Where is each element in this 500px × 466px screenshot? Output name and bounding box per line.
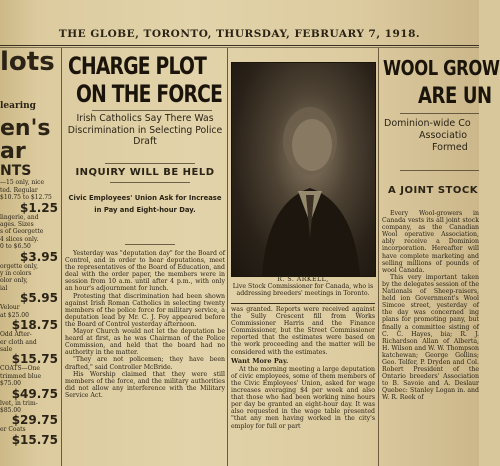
column-rule — [378, 48, 379, 466]
ad-line: ted. Regular — [0, 186, 38, 194]
ad-price: $49.75 — [11, 386, 58, 401]
ad-line: er cloth and — [0, 338, 37, 346]
ad-line: y in colors — [0, 270, 32, 278]
ad-line: COATS—One — [0, 365, 40, 373]
left-advertisement — [0, 46, 60, 466]
ad-line: er Coats — [0, 426, 26, 434]
ad-price: $18.75 — [11, 318, 58, 333]
masthead-rule-2 — [0, 47, 479, 48]
story1-deck-2: INQUIRY WILL BE HELD — [75, 167, 215, 178]
headline-divider — [400, 113, 479, 114]
ad-fragment-learing: learing — [0, 101, 36, 111]
ad-line: Velour — [0, 304, 20, 312]
subhead-want-more-pay: Want More Pay. — [231, 356, 289, 365]
ad-line: olor only, — [0, 277, 28, 285]
ad-line: at $25.00 — [0, 311, 29, 319]
portrait-photo — [231, 62, 376, 277]
ad-line: $75.00 — [0, 380, 21, 388]
ad-line: —15 only, nice — [0, 179, 45, 187]
paragraph: was granted. Reports were received against the Sully Crescent fill from Works Commissioner Harris and the Finance Commissioner, but the Street Commissioner reported that the estimates were based on the work proceeding and the matter will be considered with the estimates. — [231, 306, 375, 356]
deck-divider — [105, 163, 195, 164]
story2-deck-2: Associatio — [419, 130, 468, 141]
story2-body — [382, 210, 479, 466]
story2-deck-1: Dominion-wide Co — [384, 118, 471, 129]
story2-headline-line2: ARE UN — [418, 84, 492, 109]
paragraph: Every Wool-growers in Canada vests its all joint stock company, as the Canadian Wool operative Association, ably receive a Dominion incorporation. Hereafter will have complete marketing and selling millions of pounds of wool Canada. — [382, 210, 479, 274]
ad-line: $85.00 — [0, 406, 21, 414]
paragraph: At the morning meeting a large deputation of civic employees, some of them members of the Civic Employees' Union, asked for wage increases averaging $4 per week and also that those who had been working nine hours per day be granted an eight-hour day. It was also requested in the wage table presented "that any men having worked in the city's employ for full or part — [231, 365, 375, 430]
ad-line: ages. Sizes — [0, 221, 34, 229]
ad-headline-ar: ar — [0, 139, 26, 165]
ad-price: $15.75 — [11, 352, 58, 367]
paragraph: Mayor Church would not let the deputation be heard at first, as he was Chairman of the Police Commission, and held that the board had no authority in the matter. — [65, 328, 225, 357]
ad-headline-nts: NTS — [0, 163, 32, 180]
portrait-figure — [232, 63, 375, 276]
deck-divider — [110, 182, 190, 183]
ad-price: $29.75 — [11, 413, 58, 428]
masthead: THE GLOBE, TORONTO, THURSDAY, FEBRUARY 7, 1918. — [58, 28, 421, 40]
ad-line: lingerie, and — [0, 213, 39, 221]
masthead-rule — [0, 45, 479, 46]
ad-line: 4 slices only. — [0, 235, 39, 243]
paragraph: This very important taken by the delegates session of the Nationals of Sheep-raisers, held ion Government's Wool Simcoe street, yesterday of the day was concerned ing plans for promoting pany, but finally a committee sisting of C. C. Hayes, bia; R. J. Richardson Allan of Alberta, H. Wilson and W. W. Thompson katchewan; George Gollins; Geo. Telfer, P. Dryden and Col. Robert President of the Ontario breeders' Association to B. Savoie and A. Deslaur Quebec: Stanley Logan in. and W. R. Reek of — [382, 273, 479, 402]
photo-caption — [230, 276, 376, 298]
ad-line: Odd After- — [0, 331, 32, 339]
ad-price: $15.75 — [11, 432, 58, 447]
story1-headline-line1: CHARGE PLOT — [68, 52, 207, 80]
ad-line: sale — [0, 345, 13, 353]
deck-divider — [125, 244, 175, 245]
story1-deck-1: Irish Catholics Say There Was Discrimination in Selecting Police Draft — [67, 113, 223, 147]
paragraph: Protesting that discrimination had been shown against Irish Roman Catholics in selecting twenty members of the police force for military service, a deputation lead by Mr. C. J. Foy appeared before the Board of Control yesterday afternoon. — [65, 292, 225, 328]
ad-price: $1.25 — [20, 200, 58, 215]
story2-deck-4: A JOINT STOCK — [388, 185, 478, 196]
ad-line: orgette only, — [0, 262, 39, 270]
ad-line: lvet, in trim- — [0, 399, 38, 407]
ad-headline-lots: lots — [0, 47, 55, 78]
column-rule — [227, 48, 228, 466]
ad-line: 0 to $6.50 — [0, 243, 31, 251]
story1-deck-3: Civic Employees' Union Ask for Increase in Pay and Eight-hour Day. — [68, 194, 222, 214]
headline-divider — [92, 110, 212, 111]
story1-headline-line2: ON THE FORCE — [76, 80, 223, 108]
caption-name: R. S. ARKELL, — [277, 276, 329, 283]
column-rule — [61, 48, 62, 466]
deck-divider — [400, 170, 479, 171]
story1-body — [65, 250, 225, 466]
story1-continued — [231, 306, 375, 466]
story2-deck-3: Formed — [432, 142, 468, 153]
ad-line: ial — [0, 284, 8, 292]
paragraph: Yesterday was "deputation day" for the Board of Control, and in order to hear deputations, meet the representatives of the Board of Education, and deal with the order paper, the members were in session from 10 a.m. until after 4 p.m., with only an hour's adjournment for lunch. — [65, 250, 225, 293]
ad-line: $10.75 to $12.75 — [0, 194, 52, 202]
ad-price: $5.95 — [20, 291, 58, 306]
story2-headline-line1: WOOL GROW — [383, 56, 500, 80]
ad-line: s of Georgette — [0, 228, 44, 236]
ad-headline-mens: en's — [0, 116, 51, 142]
ad-line: trimmed blue — [0, 372, 42, 380]
caption-text: Live Stock Commissioner for Canada, who is addressing breeders' meetings in Toronto. — [232, 283, 374, 298]
caption-rule — [231, 303, 375, 304]
paragraph: "They are not policemen; they have been drafted," said Controller McBride. — [65, 356, 225, 371]
paragraph: His Worship claimed that they were still members of the force, and the military authorities did not allow any interference with the Military Service Act. — [65, 370, 225, 399]
ad-price: $3.95 — [20, 249, 58, 264]
